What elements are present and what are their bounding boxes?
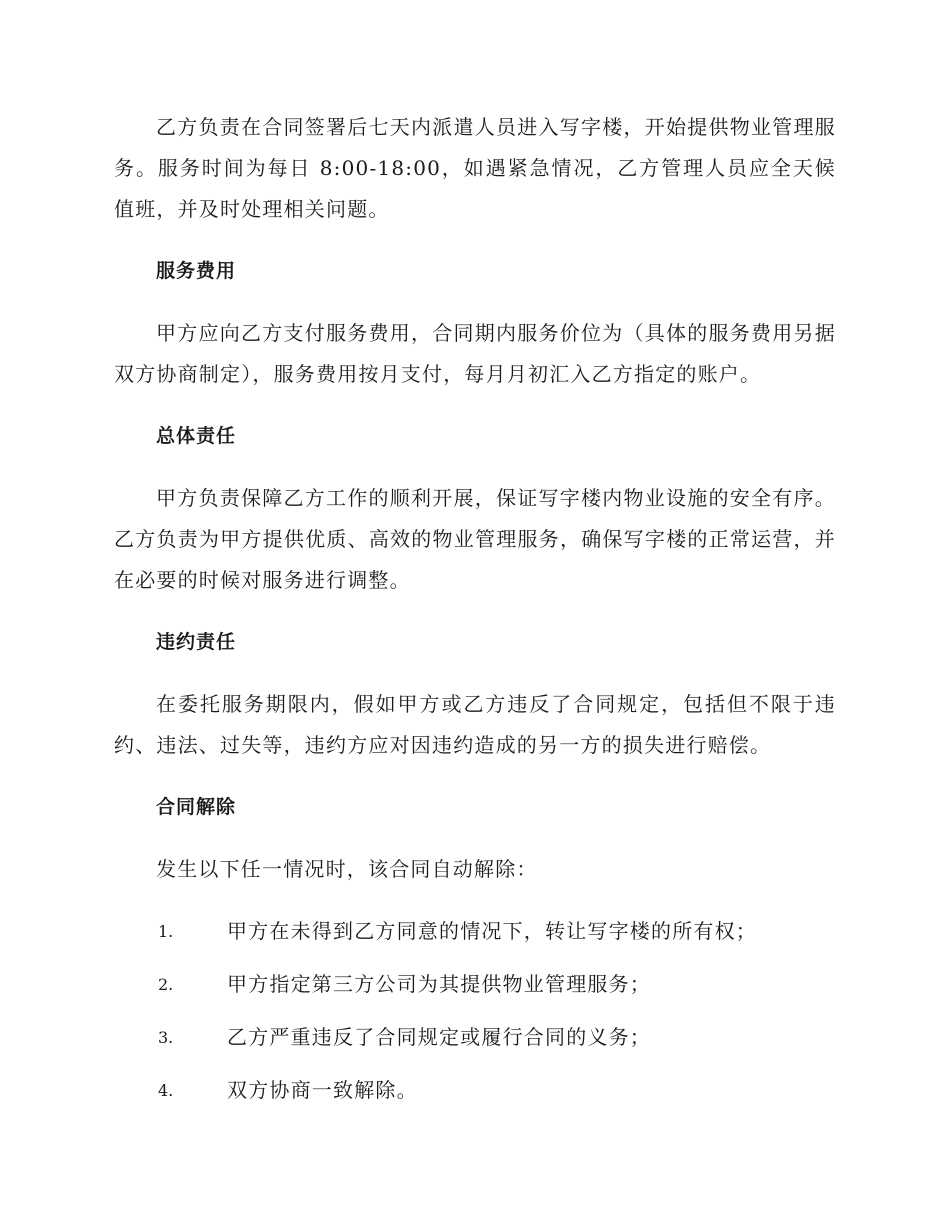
list-item-number: 3. bbox=[158, 1028, 174, 1047]
list-item-text: 乙方严重违反了合同规定或履行合同的义务； bbox=[227, 1025, 651, 1049]
fees-paragraph: 甲方应向乙方支付服务费用，合同期内服务价位为（具体的服务费用另据双方协商制定），服务费用按月支付，每月月初汇入乙方指定的账户。 bbox=[114, 321, 836, 386]
breach-heading: 违约责任 bbox=[156, 631, 237, 653]
list-item-text: 双方协商一致解除。 bbox=[227, 1078, 418, 1102]
list-item bbox=[114, 911, 836, 952]
list-item-text: 甲方在未得到乙方同意的情况下，转让写字楼的所有权； bbox=[227, 919, 757, 943]
list-item-number: 1. bbox=[158, 922, 174, 941]
list-item bbox=[114, 1017, 836, 1058]
responsibility-heading: 总体责任 bbox=[156, 425, 237, 447]
list-item bbox=[114, 1070, 836, 1111]
termination-heading: 合同解除 bbox=[156, 796, 237, 818]
list-item-number: 2. bbox=[158, 975, 174, 994]
fees-heading: 服务费用 bbox=[156, 260, 237, 282]
intro-paragraph: 乙方负责在合同签署后七天内派遣人员进入写字楼，开始提供物业管理服务。服务时间为每日 8:00-18:00，如遇紧急情况，乙方管理人员应全天候值班，并及时处理相关问题。 bbox=[114, 115, 836, 221]
breach-paragraph: 在委托服务期限内，假如甲方或乙方违反了合同规定，包括但不限于违约、违法、过失等，违约方应对因违约造成的另一方的损失进行赔偿。 bbox=[114, 692, 836, 757]
termination-lead: 发生以下任一情况时，该合同自动解除： bbox=[156, 857, 538, 881]
list-item-number: 4. bbox=[158, 1081, 174, 1100]
termination-list bbox=[114, 911, 836, 1111]
document-body bbox=[114, 107, 836, 1123]
list-item-text: 甲方指定第三方公司为其提供物业管理服务； bbox=[227, 972, 651, 996]
list-item bbox=[114, 964, 836, 1005]
responsibility-paragraph: 甲方负责保障乙方工作的顺利开展，保证写字楼内物业设施的安全有序。乙方负责为甲方提供优质、高效的物业管理服务，确保写字楼的正常运营，并在必要的时候对服务进行调整。 bbox=[114, 486, 836, 592]
